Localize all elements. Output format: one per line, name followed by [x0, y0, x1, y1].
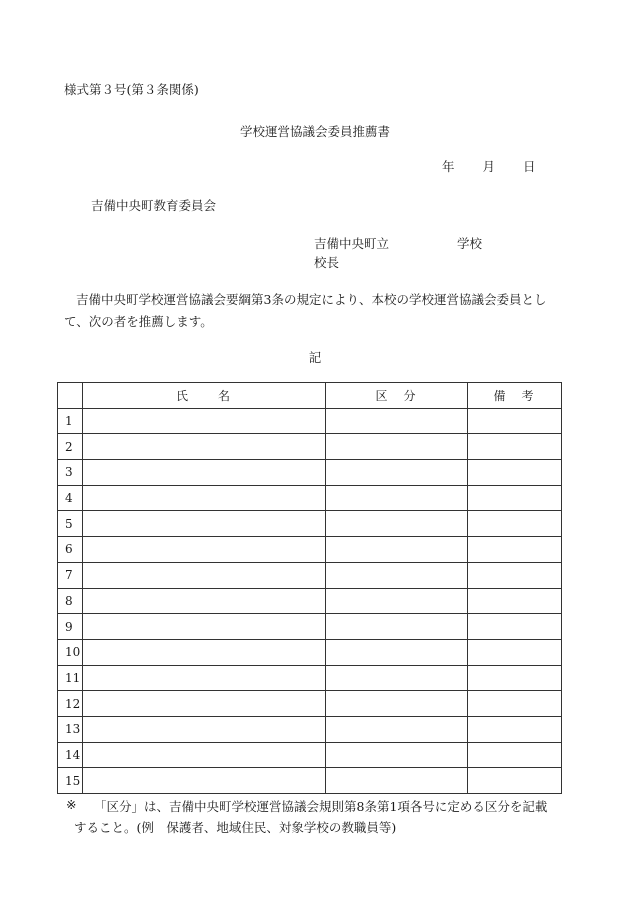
category-cell[interactable] — [326, 588, 468, 614]
body-paragraph: 吉備中央町学校運営協議会要綱第3条の規定により、本校の学校運営協議会委員として、次の者を推薦します。 — [64, 292, 547, 329]
category-cell[interactable] — [326, 408, 468, 434]
note-line-2: すること。(例 保護者、地域住民、対象学校の教職員等) — [74, 820, 397, 835]
category-cell[interactable] — [326, 742, 468, 768]
row-number: 3 — [58, 460, 83, 486]
row-number: 14 — [58, 742, 83, 768]
category-cell[interactable] — [326, 614, 468, 640]
header-remarks: 備 考 — [468, 383, 562, 409]
date-month: 月 — [482, 159, 496, 174]
category-cell[interactable] — [326, 485, 468, 511]
name-cell[interactable] — [83, 434, 326, 460]
row-number: 1 — [58, 408, 83, 434]
table-row — [58, 742, 562, 768]
remarks-cell[interactable] — [468, 665, 562, 691]
category-cell[interactable] — [326, 460, 468, 486]
row-number: 11 — [58, 665, 83, 691]
category-cell[interactable] — [326, 639, 468, 665]
name-cell[interactable] — [83, 562, 326, 588]
name-cell[interactable] — [83, 639, 326, 665]
remarks-cell[interactable] — [468, 639, 562, 665]
date-year: 年 — [442, 159, 455, 174]
row-number: 5 — [58, 511, 83, 537]
table-row — [58, 639, 562, 665]
row-number: 2 — [58, 434, 83, 460]
remarks-cell[interactable] — [468, 408, 562, 434]
table-row — [58, 460, 562, 486]
category-cell[interactable] — [326, 691, 468, 717]
table-header-row — [58, 383, 562, 409]
note-mark: ※ — [66, 797, 77, 812]
remarks-cell[interactable] — [468, 562, 562, 588]
remarks-cell[interactable] — [468, 614, 562, 640]
remarks-cell[interactable] — [468, 511, 562, 537]
row-number: 6 — [58, 537, 83, 563]
row-number: 4 — [58, 485, 83, 511]
table-row — [58, 588, 562, 614]
row-number: 13 — [58, 716, 83, 742]
name-cell[interactable] — [83, 485, 326, 511]
row-number: 8 — [58, 588, 83, 614]
category-cell[interactable] — [326, 768, 468, 794]
remarks-cell[interactable] — [468, 691, 562, 717]
header-number — [58, 383, 83, 409]
row-number: 10 — [58, 639, 83, 665]
table-row — [58, 691, 562, 717]
category-cell[interactable] — [326, 562, 468, 588]
name-cell[interactable] — [83, 716, 326, 742]
name-cell[interactable] — [83, 588, 326, 614]
form-number: 様式第３号(第３条関係) — [64, 82, 199, 97]
nominee-table — [57, 382, 562, 794]
remarks-cell[interactable] — [468, 434, 562, 460]
note-line-1: 「区分」は、吉備中央町学校運営協議会規則第8条第1項各号に定める区分を記載 — [94, 799, 548, 814]
remarks-cell[interactable] — [468, 460, 562, 486]
remarks-cell[interactable] — [468, 742, 562, 768]
remarks-cell[interactable] — [468, 588, 562, 614]
table-row — [58, 537, 562, 563]
name-cell[interactable] — [83, 408, 326, 434]
name-cell[interactable] — [83, 537, 326, 563]
table-row — [58, 768, 562, 794]
table-row — [58, 485, 562, 511]
sender-town-prefix: 吉備中央町立 — [314, 236, 390, 251]
date-day: 日 — [523, 159, 536, 174]
table-row — [58, 665, 562, 691]
table-row — [58, 434, 562, 460]
row-number: 7 — [58, 562, 83, 588]
name-cell[interactable] — [83, 742, 326, 768]
name-cell[interactable] — [83, 511, 326, 537]
name-cell[interactable] — [83, 768, 326, 794]
remarks-cell[interactable] — [468, 537, 562, 563]
category-cell[interactable] — [326, 511, 468, 537]
name-cell[interactable] — [83, 614, 326, 640]
document-title: 学校運営協議会委員推薦書 — [239, 124, 390, 139]
remarks-cell[interactable] — [468, 485, 562, 511]
table-row — [58, 562, 562, 588]
category-cell[interactable] — [326, 716, 468, 742]
row-number: 12 — [58, 691, 83, 717]
name-cell[interactable] — [83, 665, 326, 691]
row-number: 15 — [58, 768, 83, 794]
row-number: 9 — [58, 614, 83, 640]
header-name: 氏 名 — [83, 383, 326, 409]
table-row — [58, 716, 562, 742]
remarks-cell[interactable] — [468, 716, 562, 742]
sender-school-suffix: 学校 — [457, 236, 483, 251]
table-row — [58, 511, 562, 537]
date-line — [442, 157, 536, 175]
table-row — [58, 408, 562, 434]
category-cell[interactable] — [326, 665, 468, 691]
ki-heading: 記 — [308, 350, 322, 365]
header-category: 区 分 — [326, 383, 468, 409]
category-cell[interactable] — [326, 434, 468, 460]
name-cell[interactable] — [83, 460, 326, 486]
remarks-cell[interactable] — [468, 768, 562, 794]
addressee: 吉備中央町教育委員会 — [91, 198, 217, 213]
category-cell[interactable] — [326, 537, 468, 563]
name-cell[interactable] — [83, 691, 326, 717]
table-row — [58, 614, 562, 640]
sender-principal: 校長 — [314, 255, 340, 270]
sender-school — [314, 234, 482, 252]
